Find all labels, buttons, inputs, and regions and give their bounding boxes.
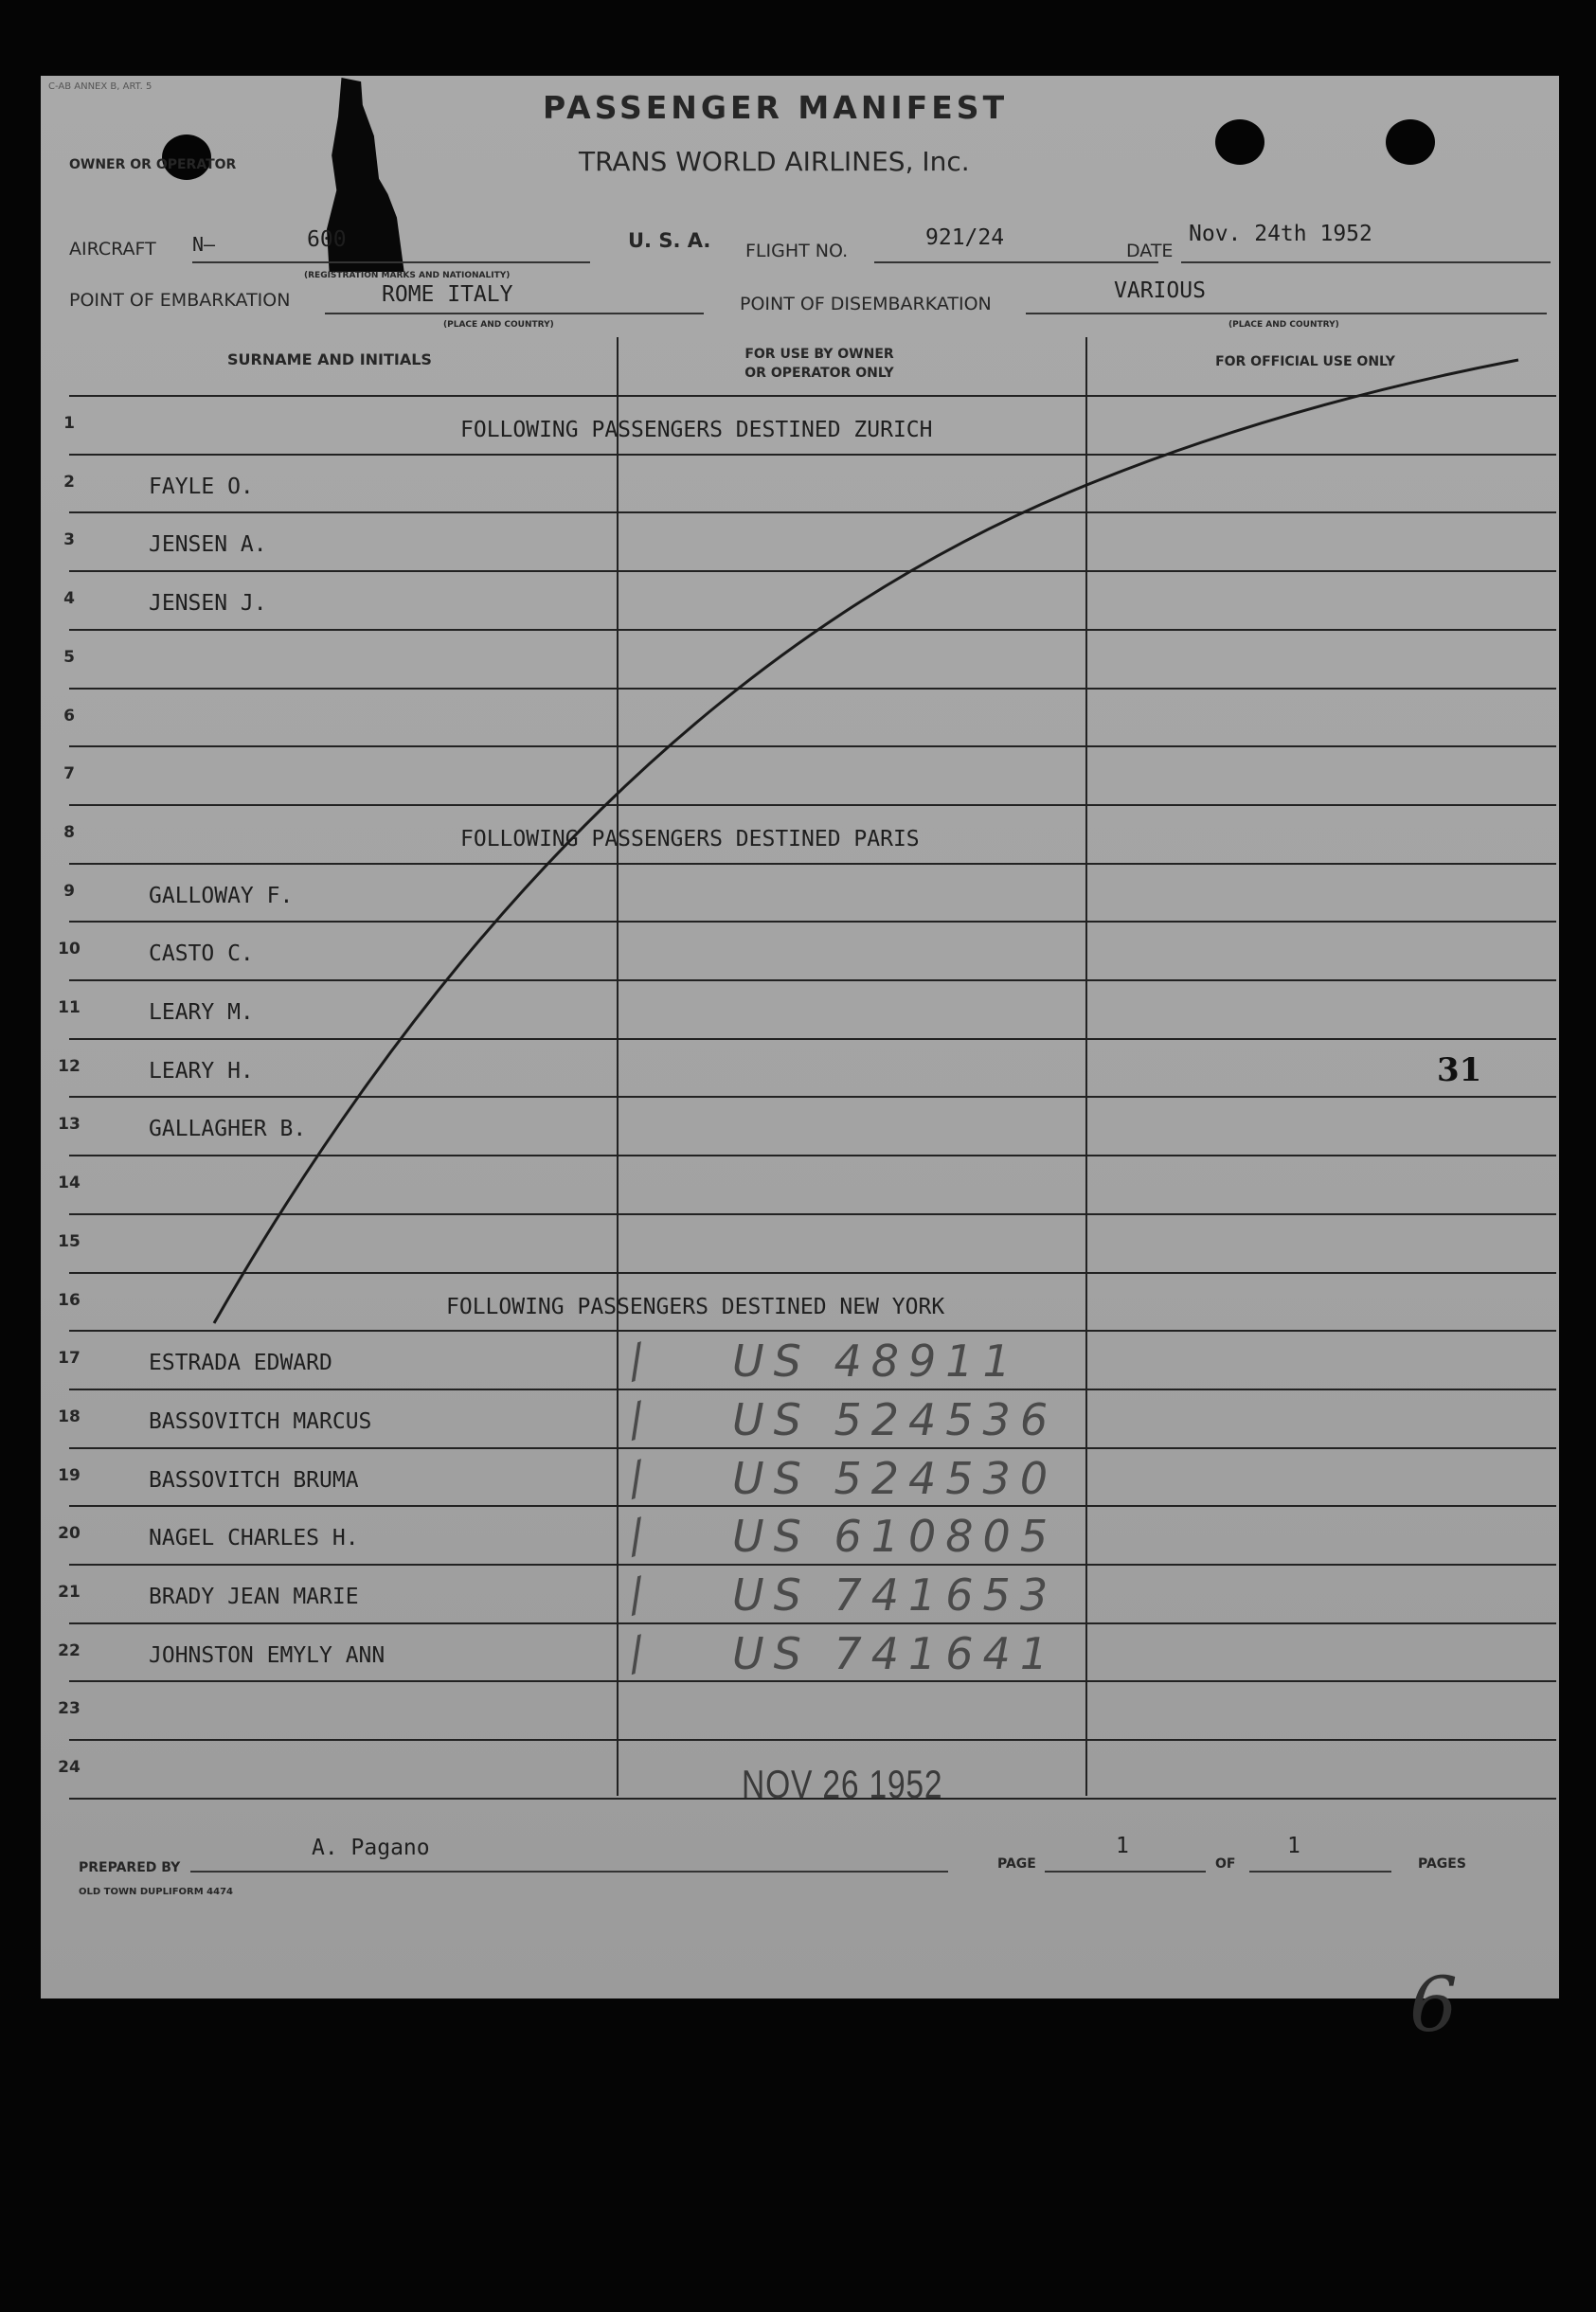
printer-mark: OLD TOWN DUPLIFORM 4474 [79, 1887, 233, 1897]
row-number: 18 [58, 1407, 81, 1426]
row-number: 13 [58, 1115, 81, 1134]
of-label: OF [1215, 1856, 1236, 1872]
check-mark-icon: / [620, 1389, 660, 1446]
passenger-name: NAGEL CHARLES H. [149, 1526, 359, 1550]
date-label: DATE [1126, 241, 1174, 261]
row-number: 1 [63, 414, 75, 433]
airline-name: TRANS WORLD AIRLINES, Inc. [579, 146, 970, 177]
passport-number: US 48911 [732, 1335, 1020, 1387]
form-title: PASSENGER MANIFEST [543, 89, 1009, 126]
row-number: 8 [63, 823, 75, 842]
form-reference: C-AB ANNEX B, ART. 5 [48, 81, 152, 92]
passenger-name: BASSOVITCH MARCUS [149, 1409, 372, 1434]
flight-date: Nov. 24th 1952 [1189, 222, 1372, 246]
row-number: 14 [58, 1174, 81, 1192]
row-number: 22 [58, 1641, 81, 1660]
column-header-owner-use-line2: OR OPERATOR ONLY [744, 366, 894, 381]
row-number: 3 [63, 530, 75, 549]
destination-heading: FOLLOWING PASSENGERS DESTINED PARIS [460, 827, 920, 851]
check-mark-icon: / [620, 1623, 660, 1680]
official-mark: 31 [1437, 1051, 1482, 1089]
row-number: 23 [58, 1699, 81, 1718]
manifest-sheet [41, 76, 1559, 2049]
passport-number: US 741653 [732, 1569, 1058, 1621]
passenger-name: LEARY H. [149, 1059, 254, 1084]
passenger-name: BRADY JEAN MARIE [149, 1585, 359, 1609]
flight-label: FLIGHT NO. [745, 241, 849, 261]
aircraft-label: AIRCRAFT [69, 239, 156, 260]
passport-number: US 741641 [732, 1628, 1058, 1679]
row-number: 16 [58, 1291, 81, 1310]
passenger-name: GALLOWAY F. [149, 884, 294, 908]
row-number: 10 [58, 940, 81, 959]
destination-heading: FOLLOWING PASSENGERS DESTINED ZURICH [460, 418, 933, 442]
registration-note: (REGISTRATION MARKS AND NATIONALITY) [304, 271, 511, 280]
column-header-official-use: FOR OFFICIAL USE ONLY [1215, 354, 1395, 369]
row-number: 12 [58, 1057, 81, 1076]
passenger-name: JENSEN J. [149, 591, 267, 616]
aircraft-value: 600 [307, 227, 347, 252]
passport-number: US 524530 [732, 1453, 1058, 1504]
disembarkation-label: POINT OF DISEMBARKATION [740, 294, 992, 314]
page-total: 1 [1287, 1834, 1300, 1858]
page-label: PAGE [997, 1856, 1036, 1872]
passenger-name: CASTO C. [149, 941, 254, 966]
check-mark-icon: / [620, 1331, 660, 1388]
embarkation-label: POINT OF EMBARKATION [69, 290, 291, 311]
check-mark-icon: / [620, 1565, 660, 1622]
embarkation-place-note: (PLACE AND COUNTRY) [443, 320, 554, 330]
row-number: 15 [58, 1232, 81, 1251]
row-number: 19 [58, 1466, 81, 1485]
row-number: 4 [63, 589, 75, 608]
passenger-name: JENSEN A. [149, 532, 267, 557]
row-number: 24 [58, 1758, 81, 1777]
row-number: 2 [63, 473, 75, 492]
aircraft-prefix: N— [192, 233, 216, 256]
passenger-name: FAYLE O. [149, 475, 254, 499]
check-mark-icon: / [620, 1448, 660, 1505]
passenger-name: ESTRADA EDWARD [149, 1351, 332, 1375]
pages-label: PAGES [1418, 1856, 1466, 1872]
column-header-surname: SURNAME AND INITIALS [227, 350, 432, 368]
column-header-owner-use-line1: FOR USE BY OWNER [744, 347, 894, 362]
row-number: 7 [63, 764, 75, 783]
owner-operator-label: OWNER OR OPERATOR [69, 157, 237, 172]
destination-heading: FOLLOWING PASSENGERS DESTINED NEW YORK [446, 1295, 945, 1319]
check-mark-icon: / [620, 1506, 660, 1563]
passenger-name: LEARY M. [149, 1000, 254, 1025]
embarkation-value: ROME ITALY [382, 282, 513, 307]
cancellation-stroke [41, 76, 1559, 1998]
handwritten-page-number: 6 [1409, 1961, 1458, 2049]
disembarkation-place-note: (PLACE AND COUNTRY) [1228, 320, 1339, 330]
passenger-name: JOHNSTON EMYLY ANN [149, 1643, 386, 1668]
row-number: 11 [58, 998, 81, 1017]
disembarkation-value: VARIOUS [1114, 278, 1206, 303]
passport-number: US 610805 [732, 1511, 1058, 1562]
prepared-by-value: A. Pagano [312, 1836, 430, 1860]
passport-number: US 524536 [732, 1394, 1058, 1445]
page-number: 1 [1116, 1834, 1129, 1858]
row-number: 17 [58, 1349, 81, 1368]
row-number: 20 [58, 1524, 81, 1543]
prepared-by-label: PREPARED BY [79, 1860, 181, 1875]
received-date-stamp: NOV 26 1952 [742, 1762, 943, 1806]
row-number: 5 [63, 648, 75, 667]
row-number: 9 [63, 882, 75, 901]
passenger-name: BASSOVITCH BRUMA [149, 1468, 359, 1493]
row-number: 21 [58, 1583, 81, 1602]
passenger-name: GALLAGHER B. [149, 1117, 307, 1141]
flight-number: 921/24 [925, 225, 1005, 250]
row-number: 6 [63, 707, 75, 726]
nationality: U. S. A. [628, 229, 711, 252]
